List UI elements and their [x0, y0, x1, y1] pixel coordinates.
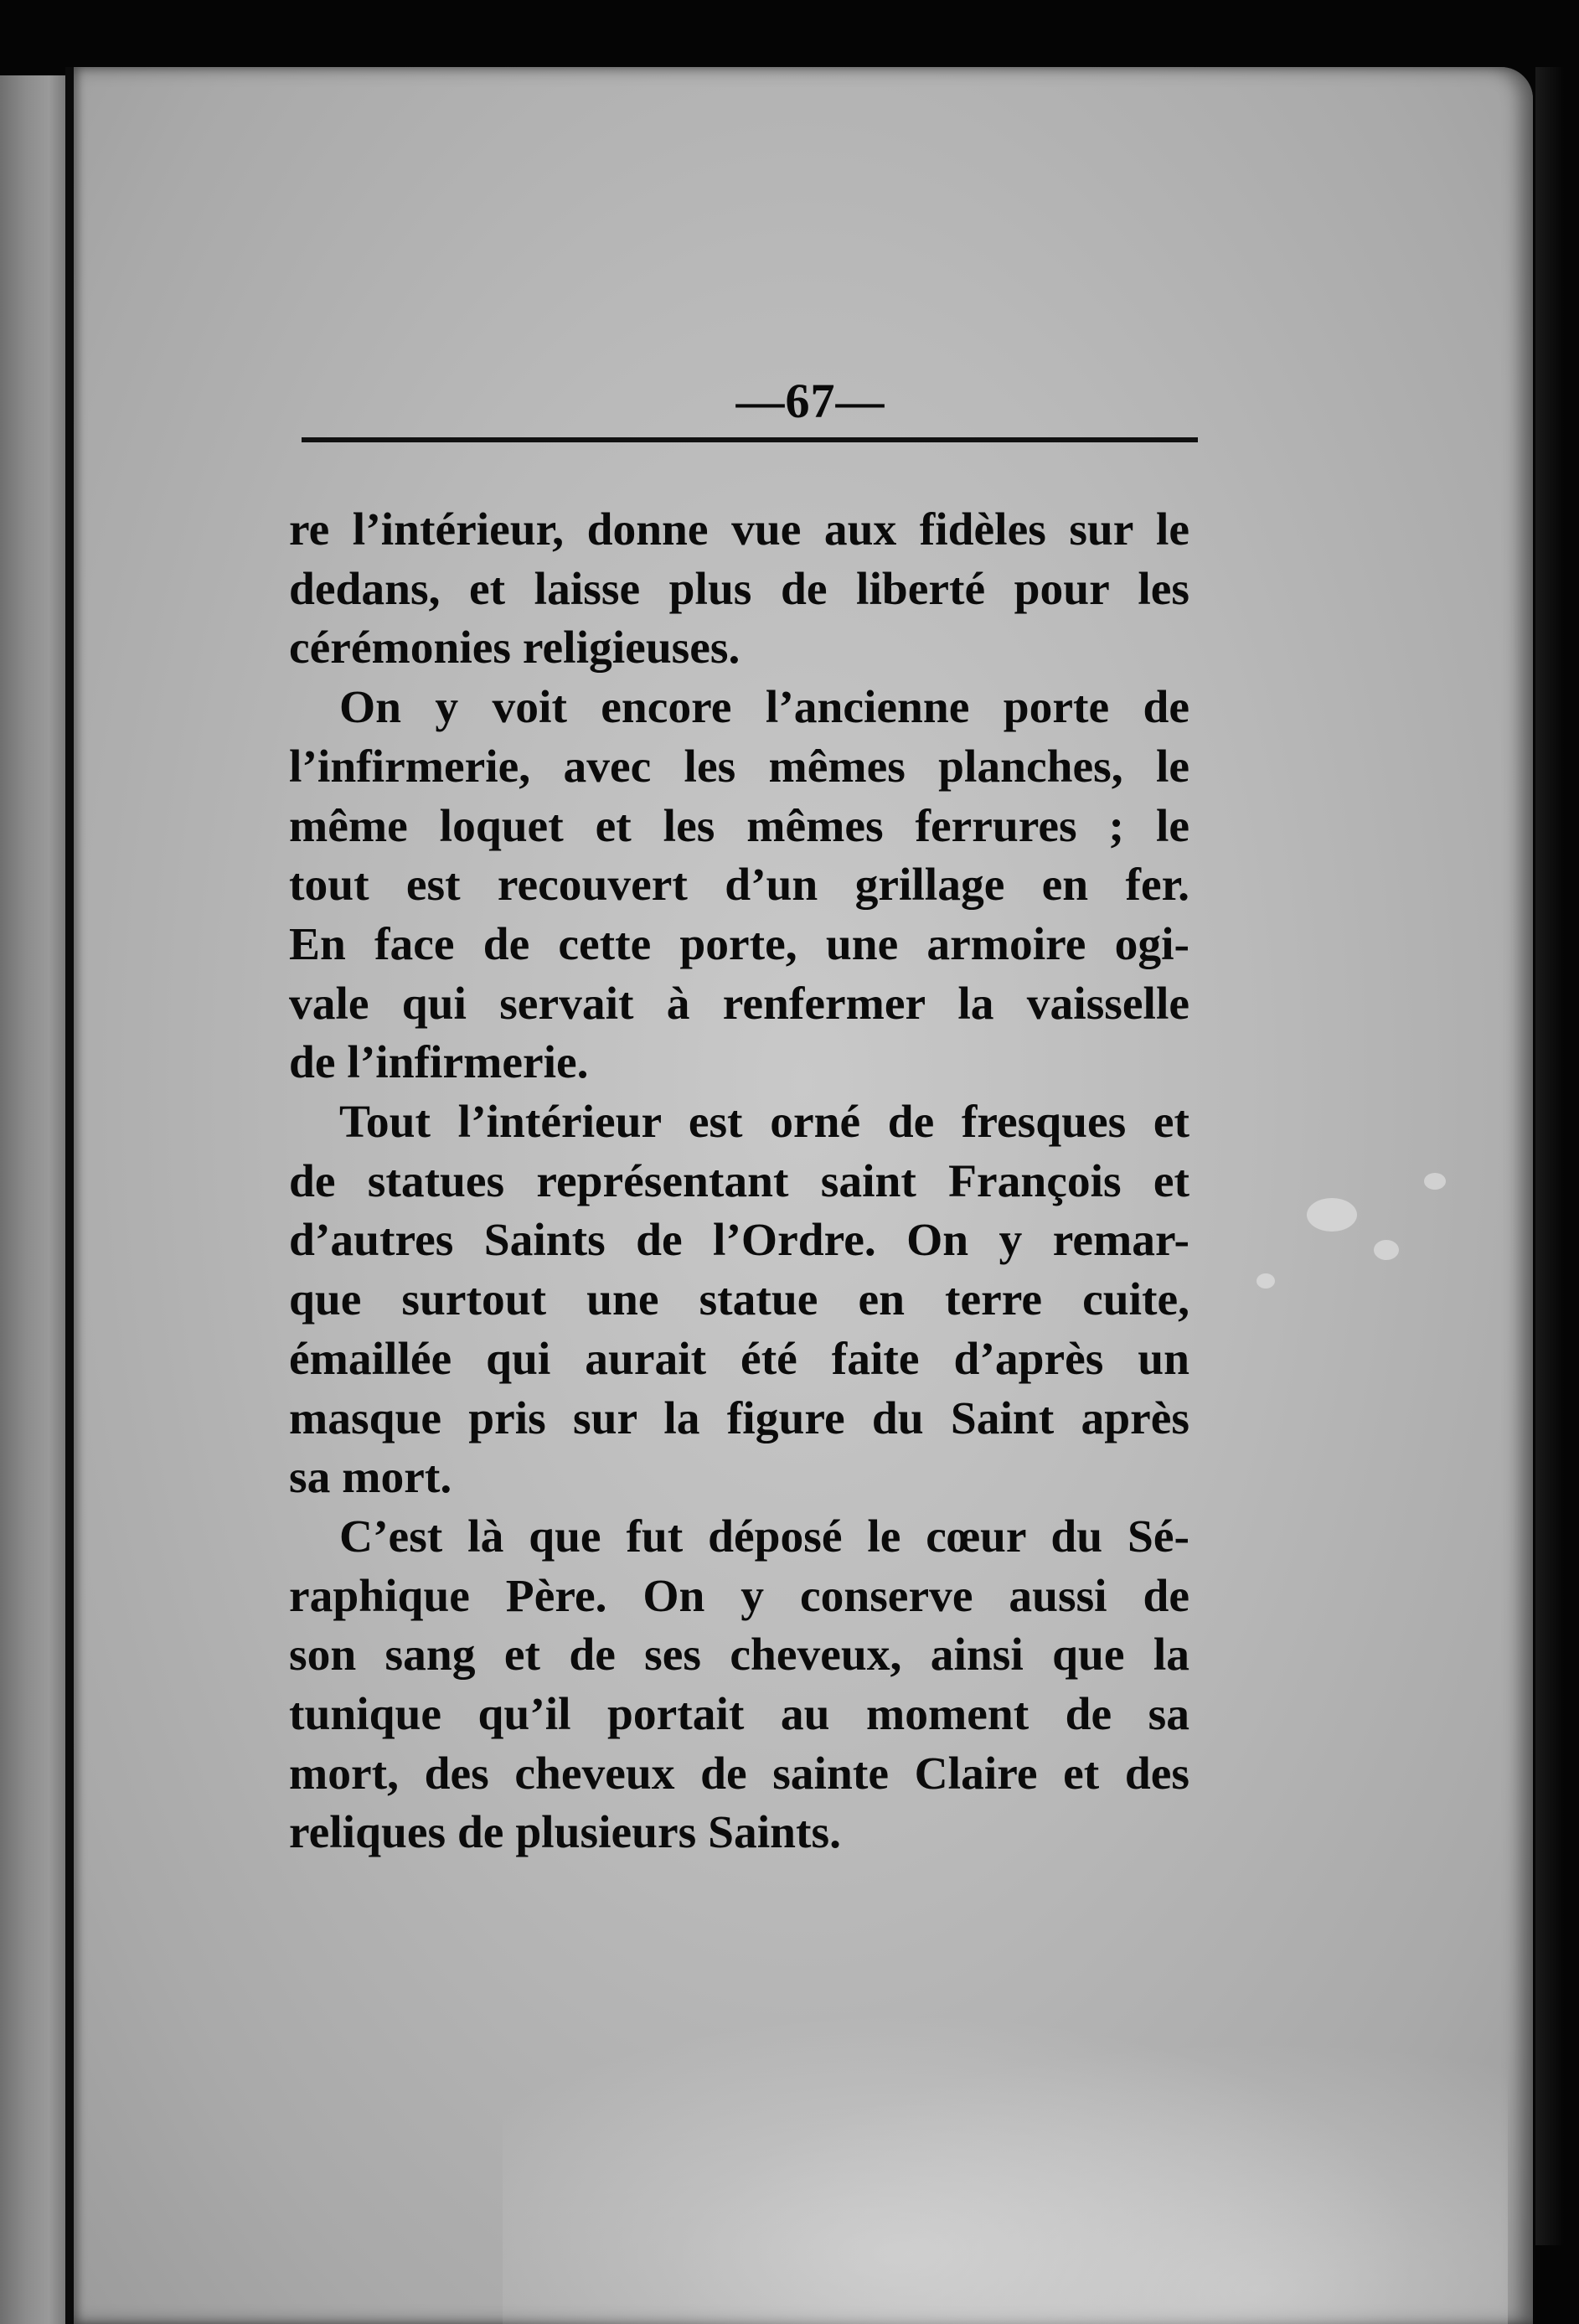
paper-speck	[1374, 1240, 1399, 1260]
text-line: mort, des cheveux de sainte Claire et des	[289, 1748, 1189, 1800]
text-line: vale qui servait à renfermer la vaisselle	[289, 978, 1189, 1030]
text-line: d’autres Saints de l’Ordre. On y remar-	[289, 1215, 1189, 1267]
text-line: C’est là que fut déposé le cœur du Sé-	[339, 1511, 1189, 1562]
text-line: même loquet et les mêmes ferrures ; le	[289, 800, 1189, 852]
header-rule	[302, 437, 1198, 442]
text-line: émaillée qui aurait été faite d’après un	[289, 1333, 1189, 1385]
text-line: son sang et de ses cheveux, ainsi que la	[289, 1629, 1189, 1681]
text-line: sa mort.	[289, 1452, 452, 1504]
text-line: tout est recouvert d’un grillage en fer.	[289, 860, 1189, 912]
body-text	[289, 501, 1189, 1863]
text-line: de statues représentant saint François et	[289, 1155, 1189, 1207]
text-line: reliques de plusieurs Saints.	[289, 1807, 841, 1859]
paper-speck	[1307, 1198, 1357, 1232]
page-number: —67—	[735, 374, 885, 428]
paper-speck	[1256, 1273, 1275, 1289]
text-line: l’infirmerie, avec les mêmes planches, le	[289, 741, 1189, 793]
text-line: Tout l’intérieur est orné de fresques et	[339, 1097, 1189, 1149]
text-line: que surtout une statue en terre cuite,	[289, 1274, 1189, 1326]
text-line: cérémonies religieuses.	[289, 622, 740, 674]
paper-speck	[1424, 1173, 1446, 1190]
text-line: re l’intérieur, donne vue aux fidèles sur le	[289, 504, 1189, 555]
text-line: On y voit encore l’ancienne porte de	[339, 682, 1189, 734]
text-line: masque pris sur la figure du Saint après	[289, 1392, 1189, 1444]
text-line: tunique qu’il portait au moment de sa	[289, 1689, 1189, 1741]
text-line: raphique Père. On y conserve aussi de	[289, 1570, 1189, 1622]
text-line: de l’infirmerie.	[289, 1037, 589, 1089]
text-line: dedans, et laisse plus de liberté pour les	[289, 563, 1189, 615]
page-wear-marks	[503, 1972, 1508, 2324]
text-line: En face de cette porte, une armoire ogi-	[289, 918, 1189, 970]
